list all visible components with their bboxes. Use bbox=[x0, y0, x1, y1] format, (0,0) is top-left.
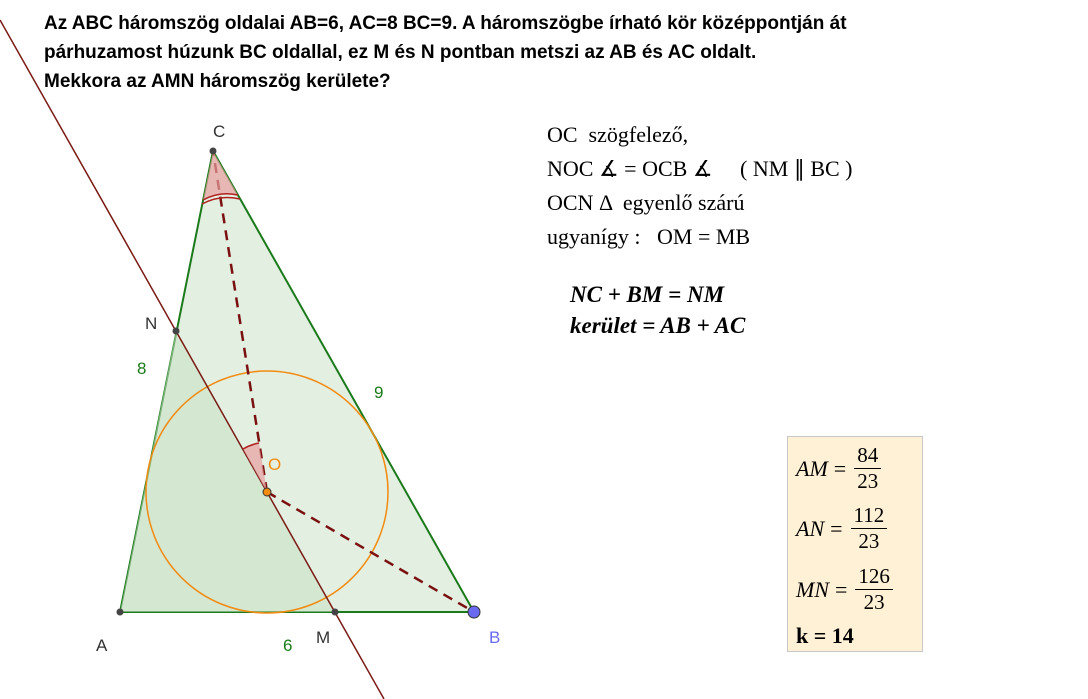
answer-am: AM = $\frac{84}{23}$ bbox=[796, 443, 881, 494]
result-line-2: kerület = AB + AC bbox=[570, 313, 746, 338]
point-m bbox=[332, 609, 339, 616]
answer-am-den: 23 bbox=[857, 469, 879, 493]
label-b: B bbox=[489, 628, 501, 647]
problem-line-2: párhuzamost húzunk BC oldallal, ez M és N pontban metszi az AB és AC oldalt. bbox=[44, 42, 757, 63]
point-b[interactable] bbox=[468, 606, 480, 618]
note-line-3: OCN Δ egyenlő szárú bbox=[547, 190, 745, 215]
answer-box bbox=[787, 436, 923, 652]
problem-line-1: Az ABC háromszög oldalai AB=6, AC=8 BC=9. A háromszögbe írható kör középpontján át bbox=[44, 13, 847, 34]
note-line-2: NOC ∡ = OCB ∡ ( NM ∥ BC ) bbox=[547, 156, 853, 181]
point-a bbox=[117, 609, 124, 616]
label-c: C bbox=[213, 122, 226, 141]
answer-an: AN = $\frac{112}{23}$ bbox=[796, 503, 887, 554]
note-line-1: OC szögfelező, bbox=[547, 122, 689, 147]
label-n: N bbox=[145, 314, 158, 333]
reasoning-notes bbox=[547, 118, 853, 254]
answer-perimeter: k = 14 bbox=[796, 623, 854, 648]
label-side-bc: 9 bbox=[374, 383, 384, 402]
result-line-1: NC + BM = NM bbox=[570, 282, 725, 307]
result-formulas bbox=[570, 279, 745, 341]
problem-line-3: Mekkora az AMN háromszög kerülete? bbox=[44, 71, 391, 92]
answer-am-num: 84 bbox=[854, 443, 881, 469]
answer-mn-var: MN bbox=[796, 576, 829, 602]
label-side-ac: 8 bbox=[137, 359, 147, 378]
answer-an-var: AN bbox=[796, 515, 825, 541]
point-n bbox=[173, 328, 180, 335]
answer-an-num: 112 bbox=[851, 503, 888, 529]
answer-am-var: AM bbox=[796, 455, 828, 481]
label-m: M bbox=[316, 628, 331, 647]
answer-mn-num: 126 bbox=[855, 564, 893, 590]
answer-an-den: 23 bbox=[858, 529, 880, 553]
answer-mn: MN = $\frac{126}{23}$ bbox=[796, 564, 893, 615]
label-o: O bbox=[268, 455, 282, 474]
point-o bbox=[263, 488, 271, 496]
answer-mn-den: 23 bbox=[863, 590, 885, 614]
note-line-4: ugyanígy : OM = MB bbox=[547, 224, 751, 249]
point-c bbox=[210, 148, 217, 155]
label-side-ab: 6 bbox=[283, 636, 293, 655]
angle-mark-c bbox=[203, 151, 238, 200]
label-a: A bbox=[96, 636, 108, 655]
